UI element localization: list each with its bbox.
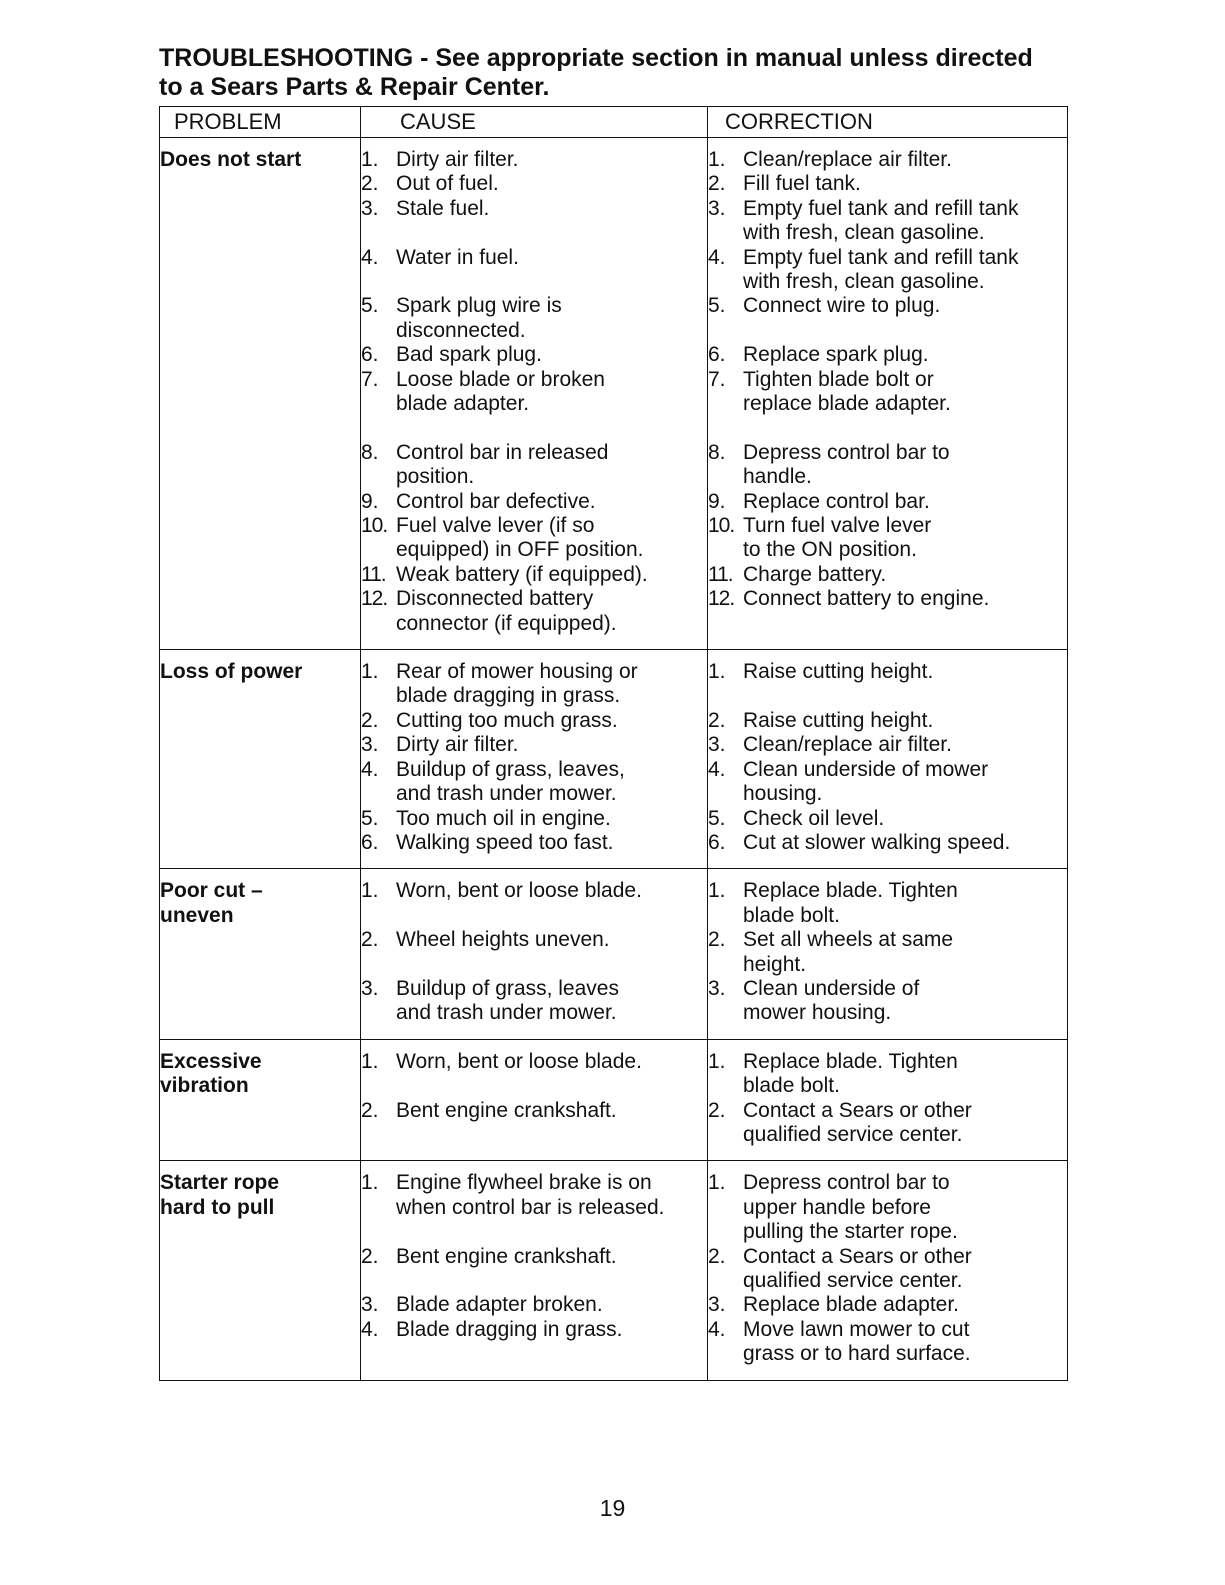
correction-item: [708, 733, 1067, 757]
item-text: [396, 1245, 707, 1269]
cause-item: [361, 172, 707, 196]
correction-list: [708, 1171, 1067, 1366]
cause-cell: [361, 1039, 708, 1161]
cause-item: [361, 660, 707, 709]
item-number: 11.: [708, 562, 733, 586]
correction-cell: [708, 1039, 1068, 1161]
problem-label: Starter rope: [160, 1171, 280, 1195]
header-problem: PROBLEM: [160, 107, 361, 138]
correction-item: [708, 587, 1067, 611]
cause-list: [361, 660, 707, 855]
item-text-line: Empty fuel tank and refill tank: [743, 196, 1019, 220]
item-text-line: Tighten blade bolt or: [743, 367, 934, 391]
correction-list: [708, 1050, 1067, 1148]
cause-item: [361, 1050, 707, 1074]
item-text: [396, 1171, 707, 1220]
item-text: [396, 1099, 707, 1123]
problem-cell: [160, 650, 361, 869]
problem-label: vibration: [160, 1074, 249, 1098]
cause-item: [361, 563, 707, 587]
correction-item: [708, 490, 1067, 514]
problem-cell: [160, 1161, 361, 1380]
item-text: [396, 343, 707, 367]
item-number: 4.: [708, 245, 726, 269]
item-text-line: Replace control bar.: [743, 489, 930, 513]
item-number: 3.: [708, 196, 726, 220]
item-text: [743, 831, 1067, 855]
item-number: 9.: [361, 489, 379, 513]
item-text-line: Depress control bar to: [743, 1171, 950, 1195]
item-text-line: blade bolt.: [743, 903, 840, 927]
item-text-line: Cut at slower walking speed.: [743, 830, 1011, 854]
item-text: [396, 294, 707, 343]
item-text: [396, 148, 707, 172]
table-row: [160, 1039, 1068, 1161]
item-text: [743, 758, 1067, 807]
item-text: [743, 928, 1067, 977]
item-number: 10.: [708, 514, 735, 538]
cause-item: [361, 197, 707, 221]
cause-item: [361, 490, 707, 514]
correction-item: [708, 563, 1067, 587]
item-text-line: Connect battery to engine.: [743, 587, 990, 611]
item-text-line: with fresh, clean gasoline.: [743, 270, 985, 294]
item-text: [743, 660, 1067, 684]
item-text: [743, 1293, 1067, 1317]
item-number: 6.: [708, 830, 726, 854]
cause-item: [361, 709, 707, 733]
correction-item: [708, 709, 1067, 733]
item-text-line: Worn, bent or loose blade.: [396, 1049, 642, 1073]
correction-cell: [708, 650, 1068, 869]
item-text: [743, 368, 1067, 417]
cause-item: [361, 1245, 707, 1269]
table-row: [160, 138, 1068, 650]
item-number: 1.: [361, 148, 379, 171]
item-text-line: Water in fuel.: [396, 245, 519, 269]
item-text-line: Control bar defective.: [396, 489, 596, 513]
item-number: 5.: [361, 806, 379, 830]
item-text: [396, 879, 707, 903]
item-text-line: Replace blade. Tighten: [743, 879, 958, 903]
cause-item: [361, 831, 707, 855]
item-text-line: with fresh, clean gasoline.: [743, 221, 985, 245]
item-text: [743, 148, 1067, 172]
cause-item: [361, 928, 707, 952]
correction-item: [708, 172, 1067, 196]
item-text-line: blade adapter.: [396, 392, 530, 416]
item-text: [743, 172, 1067, 196]
item-text-line: Fuel valve lever (if so: [396, 514, 595, 538]
item-text-line: Weak battery (if equipped).: [396, 562, 648, 586]
item-text-line: Clean/replace air filter.: [743, 148, 952, 171]
item-number: 2.: [361, 708, 379, 732]
item-number: 3.: [708, 976, 726, 1000]
table-row: [160, 650, 1068, 869]
cause-cell: [361, 869, 708, 1039]
item-text: [396, 928, 707, 952]
item-text: [396, 368, 707, 417]
item-text-line: replace blade adapter.: [743, 392, 951, 416]
item-text-line: Empty fuel tank and refill tank: [743, 245, 1019, 269]
item-text-line: Charge battery.: [743, 562, 887, 586]
correction-item: [708, 1318, 1067, 1367]
item-text-line: Disconnected battery: [396, 587, 594, 611]
item-text: [743, 514, 1067, 563]
item-text: [396, 563, 707, 587]
problem-label: hard to pull: [160, 1195, 275, 1219]
item-text-line: blade bolt.: [743, 1074, 840, 1098]
item-number: 4.: [361, 1317, 379, 1341]
correction-item: [708, 343, 1067, 367]
item-number: 2.: [361, 172, 379, 196]
item-text-line: Contact a Sears or other: [743, 1098, 972, 1122]
item-text-line: Clean underside of mower: [743, 757, 989, 781]
problem-label: Excessive: [160, 1049, 262, 1073]
item-number: 2.: [708, 1244, 726, 1268]
correction-item: [708, 1245, 1067, 1294]
problem-label: uneven: [160, 903, 234, 927]
item-text-line: grass or to hard surface.: [743, 1342, 971, 1366]
item-text: [743, 197, 1067, 246]
item-number: 6.: [361, 343, 379, 367]
cause-cell: [361, 650, 708, 869]
cause-item: [361, 441, 707, 490]
item-text-line: and trash under mower.: [396, 1001, 617, 1025]
correction-item: [708, 441, 1067, 490]
item-text: [743, 343, 1067, 367]
item-text-line: Depress control bar to: [743, 440, 950, 464]
item-text-line: height.: [743, 952, 807, 976]
cause-list: [361, 148, 707, 636]
cause-item: [361, 977, 707, 1026]
header-correction: CORRECTION: [708, 107, 1068, 138]
item-text-line: Buildup of grass, leaves: [396, 976, 619, 1000]
item-text-line: blade dragging in grass.: [396, 684, 621, 708]
item-number: 5.: [361, 294, 379, 318]
item-number: 5.: [708, 294, 726, 318]
problem-cell: [160, 869, 361, 1039]
correction-item: [708, 831, 1067, 855]
title-line-1: TROUBLESHOOTING - See appropriate section in manual unless directed: [159, 44, 1033, 72]
item-number: 6.: [708, 343, 726, 367]
item-number: 2.: [708, 708, 726, 732]
item-number: 3.: [361, 976, 379, 1000]
cause-item: [361, 343, 707, 367]
item-text-line: Check oil level.: [743, 806, 885, 830]
item-text-line: Turn fuel valve lever: [743, 514, 932, 538]
cause-item: [361, 148, 707, 172]
item-number: 1.: [708, 879, 726, 903]
item-text-line: Worn, bent or loose blade.: [396, 879, 642, 903]
item-text: [396, 1050, 707, 1074]
item-number: 2.: [361, 1098, 379, 1122]
item-number: 6.: [361, 830, 379, 854]
item-text-line: Too much oil in engine.: [396, 806, 611, 830]
item-number: 1.: [361, 660, 379, 684]
item-text-line: handle.: [743, 465, 812, 489]
item-text: [396, 1318, 707, 1342]
item-text-line: connector (if equipped).: [396, 611, 617, 635]
item-text-line: mower housing.: [743, 1001, 892, 1025]
item-number: 5.: [708, 806, 726, 830]
item-text-line: Bad spark plug.: [396, 343, 542, 367]
item-text: [743, 807, 1067, 831]
cause-list: [361, 879, 707, 1025]
item-text: [743, 441, 1067, 490]
item-text-line: qualified service center.: [743, 1269, 963, 1293]
item-text-line: Stale fuel.: [396, 196, 490, 220]
item-number: 3.: [708, 1293, 726, 1317]
cause-item: [361, 733, 707, 757]
item-text-line: position.: [396, 465, 475, 489]
title-line-2: to a Sears Parts & Repair Center.: [159, 73, 550, 101]
cause-item: [361, 1099, 707, 1123]
item-text: [396, 660, 707, 709]
problem-cell: [160, 138, 361, 650]
item-number: 1.: [361, 1171, 379, 1195]
item-text-line: Out of fuel.: [396, 172, 499, 196]
item-text: [743, 587, 1067, 611]
item-number: 4.: [708, 757, 726, 781]
item-text-line: Rear of mower housing or: [396, 660, 638, 684]
item-number: 3.: [361, 1293, 379, 1317]
item-text-line: Connect wire to plug.: [743, 294, 941, 318]
cause-item: [361, 514, 707, 563]
item-number: 2.: [361, 928, 379, 952]
cause-item: [361, 1293, 707, 1317]
correction-item: [708, 148, 1067, 172]
table-body: [160, 138, 1068, 1381]
item-text-line: Control bar in released: [396, 440, 609, 464]
cause-item: [361, 1171, 707, 1220]
correction-item: [708, 294, 1067, 318]
item-text: [396, 831, 707, 855]
item-text: [743, 709, 1067, 733]
table-row: [160, 1161, 1068, 1380]
cause-cell: [361, 1161, 708, 1380]
item-text-line: Dirty air filter.: [396, 148, 519, 171]
correction-cell: [708, 869, 1068, 1039]
item-number: 1.: [361, 1049, 379, 1073]
item-text: [396, 246, 707, 270]
item-number: 1.: [361, 879, 379, 903]
header-row: [160, 107, 1068, 138]
item-number: 2.: [708, 1098, 726, 1122]
correction-item: [708, 1099, 1067, 1148]
correction-cell: [708, 138, 1068, 650]
correction-list: [708, 148, 1067, 612]
item-text-line: Blade adapter broken.: [396, 1293, 603, 1317]
item-text-line: upper handle before: [743, 1195, 931, 1219]
item-text-line: Spark plug wire is: [396, 294, 562, 318]
correction-item: [708, 1050, 1067, 1099]
item-text: [743, 1171, 1067, 1244]
cause-item: [361, 294, 707, 343]
item-text: [743, 733, 1067, 757]
item-text: [396, 587, 707, 636]
item-number: 3.: [361, 733, 379, 757]
cause-list: [361, 1050, 707, 1123]
item-text-line: and trash under mower.: [396, 782, 617, 806]
item-number: 1.: [708, 148, 726, 171]
item-text-line: pulling the starter rope.: [743, 1220, 958, 1244]
item-number: 4.: [361, 245, 379, 269]
item-text-line: Clean/replace air filter.: [743, 733, 952, 757]
correction-item: [708, 197, 1067, 246]
cause-item: [361, 758, 707, 807]
item-text-line: Contact a Sears or other: [743, 1244, 972, 1268]
item-number: 4.: [708, 1317, 726, 1341]
item-text-line: equipped) in OFF position.: [396, 538, 644, 562]
item-number: 1.: [708, 1171, 726, 1195]
correction-cell: [708, 1161, 1068, 1380]
correction-item: [708, 1293, 1067, 1317]
item-text-line: Walking speed too fast.: [396, 830, 614, 854]
cause-item: [361, 807, 707, 831]
correction-item: [708, 1171, 1067, 1244]
correction-item: [708, 660, 1067, 684]
item-text-line: Replace spark plug.: [743, 343, 929, 367]
problem-cell: [160, 1039, 361, 1161]
item-text-line: Raise cutting height.: [743, 660, 934, 684]
page-title: [159, 44, 1099, 102]
correction-list: [708, 879, 1067, 1025]
item-number: 3.: [361, 196, 379, 220]
correction-item: [708, 758, 1067, 807]
item-text-line: to the ON position.: [743, 538, 917, 562]
item-text: [396, 807, 707, 831]
item-text: [743, 879, 1067, 928]
item-number: 8.: [708, 440, 726, 464]
item-number: 9.: [708, 489, 726, 513]
correction-item: [708, 246, 1067, 295]
correction-item: [708, 977, 1067, 1026]
item-number: 10.: [361, 514, 388, 538]
table-row: [160, 869, 1068, 1039]
item-text: [396, 977, 707, 1026]
cause-item: [361, 587, 707, 636]
item-text-line: Cutting too much grass.: [396, 708, 618, 732]
item-text-line: Clean underside of: [743, 976, 920, 1000]
item-text: [743, 1099, 1067, 1148]
item-text: [396, 172, 707, 196]
item-text: [396, 490, 707, 514]
item-text-line: Fill fuel tank.: [743, 172, 861, 196]
item-text-line: Replace blade. Tighten: [743, 1049, 958, 1073]
page-number: 19: [599, 1495, 626, 1521]
item-text-line: Move lawn mower to cut: [743, 1317, 970, 1341]
correction-item: [708, 928, 1067, 977]
item-text-line: Blade dragging in grass.: [396, 1317, 623, 1341]
cause-item: [361, 1318, 707, 1342]
item-text: [743, 1318, 1067, 1367]
item-text: [396, 441, 707, 490]
item-text: [396, 1293, 707, 1317]
cause-item: [361, 879, 707, 903]
problem-label: Loss of power: [160, 660, 303, 684]
item-text: [743, 490, 1067, 514]
item-number: 4.: [361, 757, 379, 781]
item-text: [743, 294, 1067, 318]
item-text: [396, 733, 707, 757]
item-text: [396, 197, 707, 221]
correction-item: [708, 514, 1067, 563]
item-number: 2.: [708, 172, 726, 196]
item-text-line: when control bar is released.: [396, 1195, 665, 1219]
item-text-line: disconnected.: [396, 318, 526, 342]
item-number: 2.: [361, 1244, 379, 1268]
item-text-line: Engine flywheel brake is on: [396, 1171, 652, 1195]
item-text-line: Buildup of grass, leaves,: [396, 757, 625, 781]
item-text-line: Raise cutting height.: [743, 708, 934, 732]
problem-label: Poor cut –: [160, 879, 263, 903]
item-number: 3.: [708, 733, 726, 757]
item-text: [743, 246, 1067, 295]
cause-item: [361, 368, 707, 417]
item-text: [396, 709, 707, 733]
item-number: 7.: [708, 367, 726, 391]
item-text-line: Loose blade or broken: [396, 367, 605, 391]
correction-list: [708, 660, 1067, 855]
item-number: 12.: [361, 587, 388, 611]
item-text: [743, 977, 1067, 1026]
item-text: [396, 758, 707, 807]
item-number: 7.: [361, 367, 379, 391]
item-text: [743, 1050, 1067, 1099]
header-cause: CAUSE: [361, 107, 708, 138]
item-number: 12.: [708, 587, 735, 611]
item-text-line: Bent engine crankshaft.: [396, 1244, 617, 1268]
item-number: 11.: [361, 562, 386, 586]
item-text-line: Replace blade adapter.: [743, 1293, 959, 1317]
correction-item: [708, 807, 1067, 831]
item-text: [396, 514, 707, 563]
cause-item: [361, 246, 707, 270]
item-number: 1.: [708, 660, 726, 684]
item-number: 8.: [361, 440, 379, 464]
item-number: 1.: [708, 1049, 726, 1073]
item-text-line: Dirty air filter.: [396, 733, 519, 757]
item-text-line: housing.: [743, 782, 823, 806]
item-number: 2.: [708, 928, 726, 952]
cause-list: [361, 1171, 707, 1342]
correction-item: [708, 368, 1067, 417]
item-text: [743, 563, 1067, 587]
item-text-line: Set all wheels at same: [743, 928, 954, 952]
troubleshooting-table: [159, 106, 1068, 1381]
problem-label: Does not start: [160, 148, 302, 171]
item-text-line: Bent engine crankshaft.: [396, 1098, 617, 1122]
cause-cell: [361, 138, 708, 650]
item-text: [743, 1245, 1067, 1294]
item-text-line: Wheel heights uneven.: [396, 928, 610, 952]
item-text-line: qualified service center.: [743, 1122, 963, 1146]
correction-item: [708, 879, 1067, 928]
